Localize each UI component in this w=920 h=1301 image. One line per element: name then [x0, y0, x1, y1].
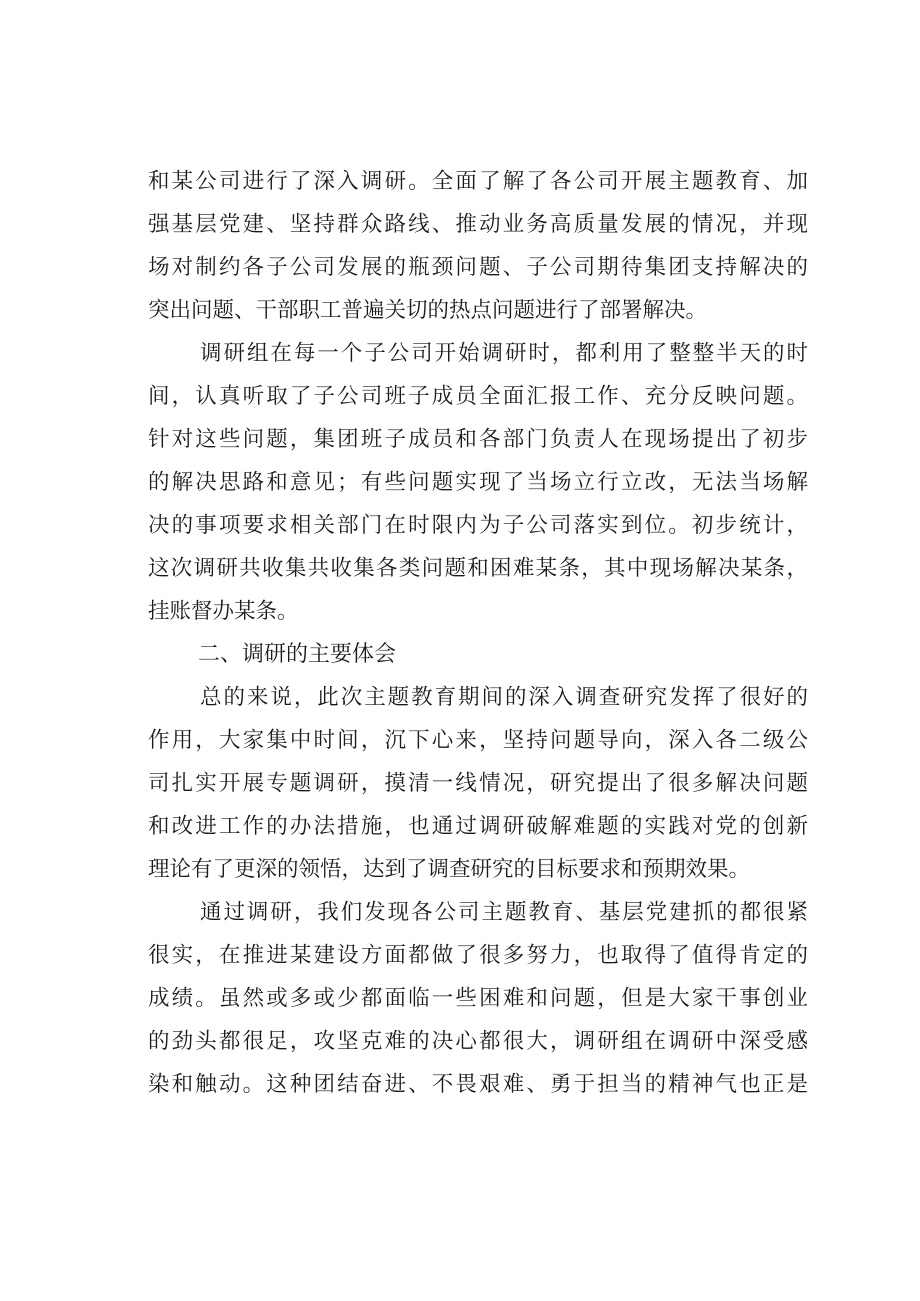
- paragraph-4: [148, 891, 808, 1106]
- text-line: 理论有了更深的领悟，达到了调查研究的目标要求和预期效果。: [148, 857, 751, 882]
- text-line: 很实，在推进某建设方面都做了很多努力，也取得了值得肯定的: [148, 943, 808, 968]
- text-line: 的解决思路和意见；有些问题实现了当场立行立改，无法当场解: [148, 470, 808, 495]
- text-line: 的劲头都很足，攻坚克难的决心都很大，调研组在调研中深受感: [148, 1029, 808, 1054]
- text-line: 总的来说，此次主题教育期间的深入调查研究发挥了很好的: [200, 685, 808, 710]
- paragraph-2: [148, 332, 808, 633]
- text-line: 作用，大家集中时间，沉下心来，坚持问题导向，深入各二级公: [148, 728, 808, 753]
- text-line: 强基层党建、坚持群众路线、推动业务高质量发展的情况，并现: [148, 212, 808, 237]
- text-line: 挂账督办某条。: [148, 599, 299, 624]
- section-heading: 二、调研的主要体会: [198, 642, 397, 667]
- text-line: 针对这些问题，集团班子成员和各部门负责人在现场提出了初步: [148, 427, 808, 452]
- text-line: 司扎实开展专题调研，摸清一线情况，研究提出了很多解决问题: [148, 771, 808, 796]
- text-line: 调研组在每一个子公司开始调研时，都利用了整整半天的时: [200, 341, 808, 366]
- paragraph-1: [148, 160, 808, 332]
- text-line: 场对制约各子公司发展的瓶颈问题、子公司期待集团支持解决的: [148, 255, 808, 280]
- text-line: 染和触动。这种团结奋进、不畏艰难、勇于担当的精神气也正是: [148, 1072, 808, 1097]
- text-line: 和改进工作的办法措施，也通过调研破解难题的实践对党的创新: [148, 814, 808, 839]
- paragraph-3: [148, 676, 808, 891]
- text-line: 这次调研共收集共收集各类问题和困难某条，其中现场解决某条，: [148, 556, 808, 581]
- document-body: [148, 160, 808, 1106]
- text-line: 突出问题、干部职工普遍关切的热点问题进行了部署解决。: [148, 298, 708, 323]
- text-line: 成绩。虽然或多或少都面临一些困难和问题，但是大家干事创业: [148, 986, 808, 1011]
- text-line: 和某公司进行了深入调研。全面了解了各公司开展主题教育、加: [148, 169, 808, 194]
- text-line: 间，认真听取了子公司班子成员全面汇报工作、充分反映问题。: [148, 384, 808, 409]
- text-line: 通过调研，我们发现各公司主题教育、基层党建抓的都很紧: [200, 900, 808, 925]
- text-line: 决的事项要求相关部门在时限内为子公司落实到位。初步统计，: [148, 513, 808, 538]
